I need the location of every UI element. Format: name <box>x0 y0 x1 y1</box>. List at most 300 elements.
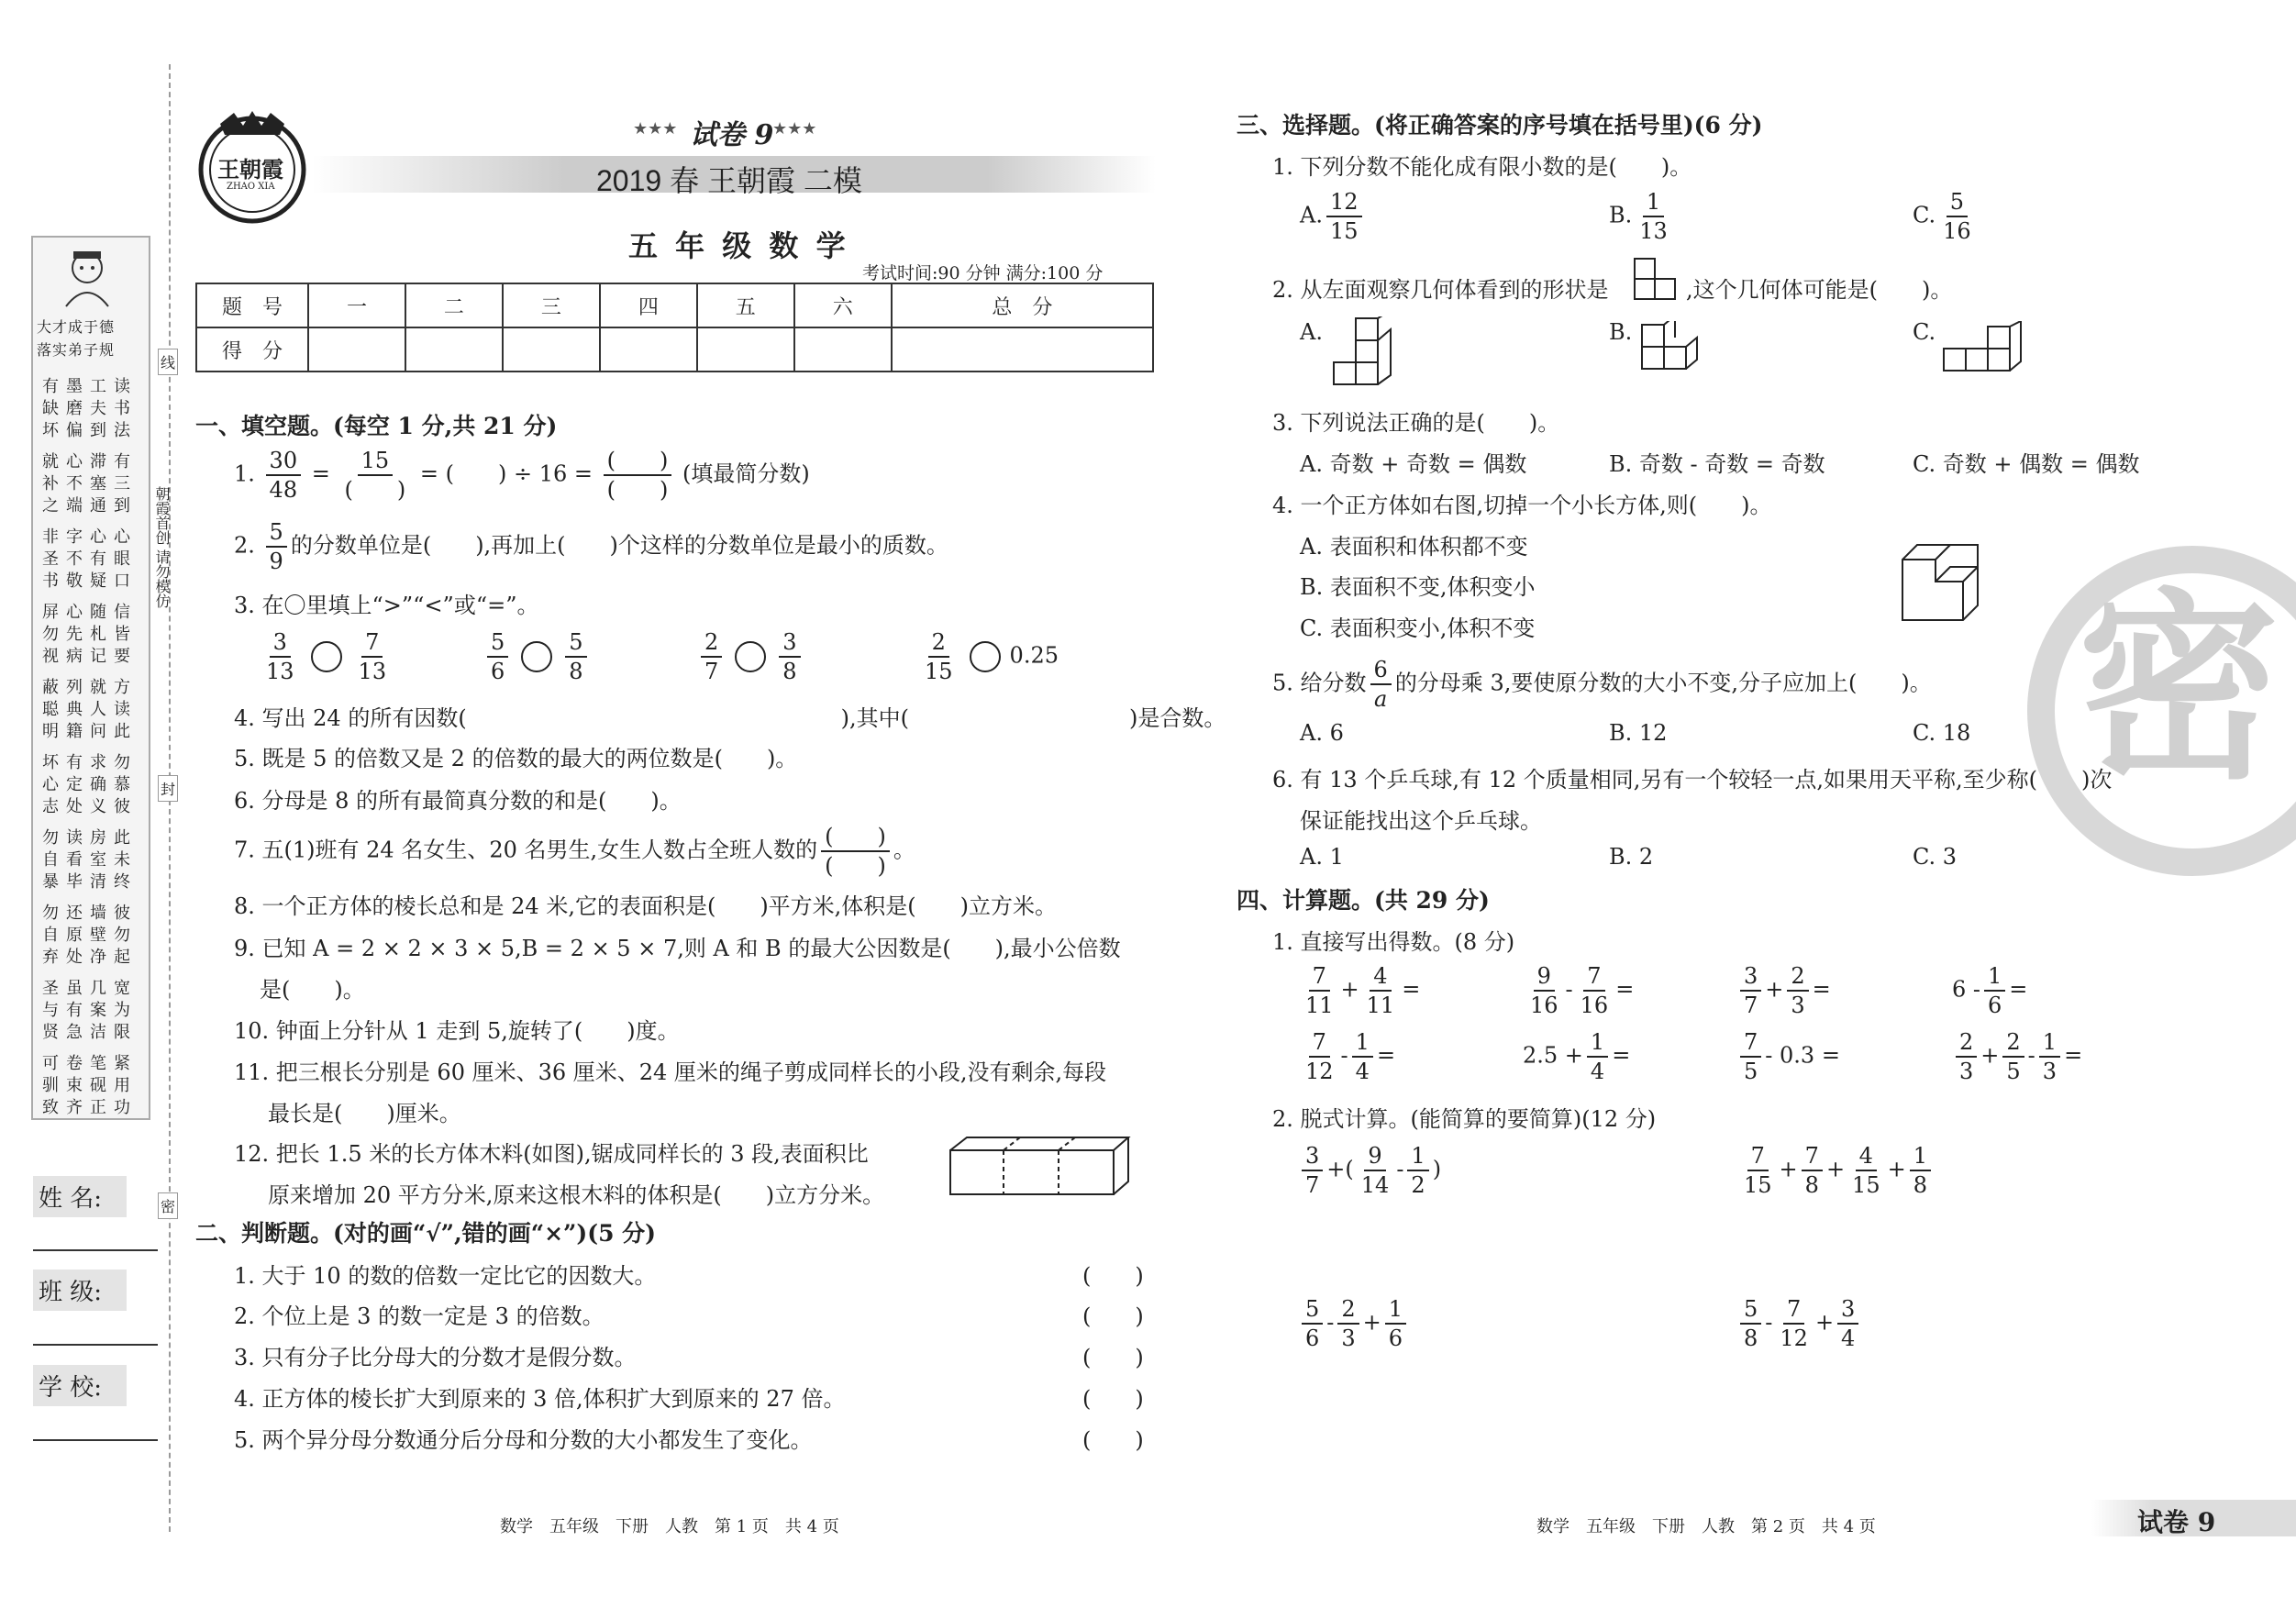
verse-row <box>42 699 143 721</box>
score-col-1: 一 <box>308 283 405 327</box>
denominator: 8 <box>782 659 797 684</box>
verse-char: 确 <box>90 775 106 794</box>
answer-blank[interactable]: ( ) <box>825 853 886 879</box>
verse-char: 正 <box>90 1098 106 1117</box>
s3-q3-opt-a[interactable]: A. 奇数 + 奇数 = 偶数 <box>1300 451 1527 477</box>
verse-row <box>42 827 143 849</box>
numerator: 1 <box>1352 1031 1373 1058</box>
s3-q5 <box>1272 659 1932 710</box>
verse-char: 有 <box>90 549 106 569</box>
denominator: 16 <box>1580 993 1609 1018</box>
verse-row <box>42 1022 143 1044</box>
math-token: = <box>1812 976 1831 1003</box>
verse-char: 缺 <box>42 399 59 418</box>
compare-circle[interactable] <box>521 641 552 672</box>
verse-char: 磨 <box>66 399 83 418</box>
verse-char: 有 <box>42 377 59 396</box>
answer-blank[interactable]: ( ) <box>344 477 406 503</box>
s3-q2-opt-c[interactable]: C. <box>1913 319 1936 345</box>
compare-circle[interactable] <box>735 641 766 672</box>
fraction <box>1776 1298 1812 1349</box>
fraction <box>266 521 287 572</box>
denominator: 8 <box>569 659 583 684</box>
verse-char: 敬 <box>66 571 83 591</box>
s1-q7 <box>234 826 915 877</box>
math-token: - <box>1565 976 1573 1003</box>
numerator: 2 <box>1956 1031 1977 1058</box>
direct-calc-1 <box>1298 965 1420 1016</box>
verse-char: 坏 <box>42 753 59 772</box>
q-text: 的分母乘 3,要使原分数的大小不变,分子应加上( )。 <box>1394 670 1932 696</box>
numerator: 1 <box>1385 1298 1406 1325</box>
s3-q3: 3. 下列说法正确的是( )。 <box>1272 410 1560 436</box>
answer-paren[interactable]: ( ) <box>1082 1303 1144 1329</box>
score-cell[interactable] <box>600 327 697 372</box>
direct-calc-7 <box>1736 1031 1840 1082</box>
verse-char: 紧 <box>114 1054 130 1073</box>
verse-row <box>42 602 143 624</box>
fraction <box>1302 1031 1337 1082</box>
cut-mark-mi: 密 <box>158 1192 178 1219</box>
fraction <box>779 631 800 682</box>
verse-char: 暴 <box>42 872 59 892</box>
s1-q5: 5. 既是 5 的倍数又是 2 的倍数的最大的两位数是( )。 <box>234 746 798 771</box>
verse-char: 墙 <box>90 904 106 923</box>
mascot-icon <box>55 246 119 310</box>
math-token: 2.5 + <box>1523 1042 1583 1069</box>
denominator: 8 <box>1913 1172 1927 1198</box>
math-token: + <box>1340 976 1359 1003</box>
subject-title: 五 年 级 数 学 <box>628 228 849 263</box>
score-cell[interactable] <box>405 327 503 372</box>
fraction <box>1526 965 1562 1016</box>
s3-q2-text1: 2. 从左面观察几何体看到的形状是 <box>1272 277 1609 303</box>
verse-char: 工 <box>90 377 106 396</box>
s3-q2-opt-a[interactable]: A. <box>1300 319 1323 345</box>
fraction <box>1385 1298 1406 1349</box>
fraction <box>1337 1298 1359 1349</box>
s3-q3-opt-c[interactable]: C. 奇数 + 偶数 = 偶数 <box>1913 451 2140 477</box>
q-text: (填最简分数) <box>682 460 810 487</box>
compare-circle[interactable] <box>311 641 342 672</box>
header-stars-left: ★★★ <box>633 119 678 139</box>
fraction <box>1370 659 1392 710</box>
verse-row <box>42 473 143 495</box>
verse-char: 先 <box>66 625 83 644</box>
verse-char: 明 <box>42 722 59 741</box>
verse-row <box>42 646 143 668</box>
cuboid-figure <box>948 1134 1132 1198</box>
denominator: 6 <box>1388 1325 1403 1351</box>
answer-paren[interactable]: ( ) <box>1082 1427 1144 1453</box>
math-token: 6 - <box>1952 976 1981 1003</box>
exam-info: 考试时间:90 分钟 满分:100 分 <box>862 263 1104 283</box>
class-field[interactable] <box>33 1344 158 1346</box>
solid-figure-b <box>1638 321 1712 380</box>
footer-right: 数学 五年级 下册 人教 第 2 页 共 4 页 <box>1536 1517 1876 1536</box>
verse-char: 未 <box>114 850 130 870</box>
denominator: 7 <box>1305 1172 1320 1198</box>
verse-row <box>42 871 143 893</box>
exam-series: 试卷 9 <box>690 119 774 151</box>
stepwise-calc-3: $\frac{5}{6}$ - $\frac{2}{3}$ + $\frac{1}{6}$ <box>1298 1298 1410 1349</box>
verse-char: 读 <box>66 828 83 848</box>
answer-blank[interactable]: ( ) <box>606 477 669 503</box>
compare-value: 0.25 <box>1009 642 1059 669</box>
verse-char: 与 <box>42 1001 59 1020</box>
direct-calc-8: $\frac{2}{3}$ + $\frac{2}{5}$ - $\frac{1}{3}$ = <box>1952 1031 2082 1082</box>
numerator: 2 <box>2002 1031 2024 1058</box>
s3-q3-opt-b[interactable]: B. 奇数 - 奇数 = 奇数 <box>1609 451 1825 477</box>
fraction <box>266 449 302 501</box>
numerator: 7 <box>1309 1031 1330 1058</box>
verse-char: 疑 <box>90 571 106 591</box>
s1-q6: 6. 分母是 8 的所有最简真分数的和是( )。 <box>234 788 682 814</box>
fraction <box>1787 965 1808 1016</box>
option-letter: C. <box>1913 202 1936 228</box>
s4-sub2: 2. 脱式计算。(能简算的要简算)(12 分) <box>1272 1106 1657 1132</box>
score-col-5: 五 <box>697 283 794 327</box>
numerator: 1 <box>1587 1031 1608 1058</box>
denominator: 16 <box>1943 218 1971 244</box>
s3-q4-opt-c[interactable]: C. 表面积变小,体积不变 <box>1300 616 1536 641</box>
s3-q6-opt-a[interactable]: A. 1 <box>1300 844 1344 870</box>
verse-char: 人 <box>90 700 106 719</box>
denominator: 13 <box>358 659 387 684</box>
verse-char: 房 <box>90 828 106 848</box>
verse-char: 非 <box>42 527 59 547</box>
verse-row <box>42 1000 143 1022</box>
score-cell[interactable] <box>794 327 892 372</box>
verse-char: 三 <box>114 474 130 494</box>
verse-char: 处 <box>66 948 83 967</box>
verse-char: 用 <box>114 1076 130 1095</box>
fraction <box>565 631 586 682</box>
s1-q9-line1: 9. 已知 A = 2 × 2 × 3 × 5,B = 2 × 5 × 7,则 A 和 B 的最大公因数是( ),最小公倍数 <box>234 936 1121 961</box>
verse-char: 心 <box>114 527 130 547</box>
verse-row <box>42 571 143 593</box>
verse-char: 驯 <box>42 1076 59 1095</box>
numerator: 2 <box>1787 965 1808 992</box>
fraction <box>1848 1145 1884 1196</box>
verse-char: 通 <box>90 496 106 516</box>
numerator: 3 <box>1302 1145 1323 1171</box>
score-col-total: 总 分 <box>892 283 1153 327</box>
verse-char: 就 <box>90 678 106 697</box>
fraction <box>1802 1145 1823 1196</box>
verse-char: 就 <box>42 452 59 471</box>
verse-char: 功 <box>114 1098 130 1117</box>
numerator: 9 <box>1364 1145 1385 1171</box>
fraction <box>1939 191 1975 242</box>
numerator: 6 <box>1370 659 1392 685</box>
numerator: 3 <box>270 631 291 658</box>
answer-blank[interactable]: ( ) <box>821 826 890 852</box>
section2-title: 二、判断题。(对的画“√”,错的画“×”)(5 分) <box>195 1220 657 1247</box>
s1-q10: 10. 钟面上分针从 1 走到 5,旋转了( )度。 <box>234 1018 680 1044</box>
s1-q3-pair-2 <box>483 631 591 682</box>
verse-char: 书 <box>114 399 130 418</box>
score-table-score-row <box>196 327 1153 372</box>
verse-row <box>42 721 143 743</box>
fraction <box>262 631 298 682</box>
name-field-label: 姓 名: <box>33 1176 127 1217</box>
watermark-text: 密 <box>2078 569 2280 806</box>
s1-q11-line1: 11. 把三根长分别是 60 厘米、36 厘米、24 厘米的绳子剪成同样长的小段,没有剩余,每段 <box>234 1059 1107 1085</box>
verse-row <box>42 1053 143 1075</box>
q-text: 7. 五(1)班有 24 名女生、20 名男生,女生人数占全班人数的 <box>234 837 818 863</box>
fraction <box>1363 965 1399 1016</box>
s1-q3: 3. 在〇里填上“>”“<”或“=”。 <box>234 593 539 618</box>
denominator: 4 <box>1355 1059 1370 1084</box>
verse-char: 眼 <box>114 549 130 569</box>
sidebar-motto-1: 大才成于德 <box>37 318 116 336</box>
denominator: 3 <box>1791 993 1805 1018</box>
solid-figure-c <box>1940 321 2032 380</box>
s1-q9-line2: 是( )。 <box>260 977 365 1003</box>
verse-char: 到 <box>114 496 130 516</box>
exam-title: 2019 春 王朝霞 二模 <box>596 164 862 197</box>
verse-char: 夫 <box>90 399 106 418</box>
q-text: = ( ) ÷ 16 = <box>419 460 593 487</box>
denominator: 13 <box>266 659 294 684</box>
verse-char: 不 <box>66 549 83 569</box>
cut-cube-figure <box>1899 541 1991 627</box>
numerator: 7 <box>1583 965 1604 992</box>
denominator: 3 <box>1959 1059 1974 1084</box>
verse-row <box>42 796 143 818</box>
math-token: = <box>2064 1042 2083 1069</box>
numerator: 3 <box>1837 1298 1858 1325</box>
verse-char: 为 <box>114 1001 130 1020</box>
verse-char: 齐 <box>66 1098 83 1117</box>
numerator: 7 <box>1802 1145 1823 1171</box>
verse-char: 定 <box>66 775 83 794</box>
denominator: 8 <box>1744 1325 1758 1351</box>
verse-char: 贤 <box>42 1023 59 1042</box>
verse-char: 问 <box>90 722 106 741</box>
verse-char: 求 <box>90 753 106 772</box>
s3-q1-opt-b[interactable] <box>1609 191 1675 242</box>
s3-q6-opt-c[interactable]: C. 3 <box>1913 844 1958 870</box>
score-cell[interactable] <box>892 327 1153 372</box>
s1-q1 <box>234 449 810 501</box>
math-token: = <box>1615 976 1635 1003</box>
verse-char: 勿 <box>42 625 59 644</box>
brand-logo-latin: ZHAO XIA <box>227 182 275 192</box>
score-col-2: 二 <box>405 283 503 327</box>
verse-char: 之 <box>42 496 59 516</box>
fraction <box>2002 1031 2024 1082</box>
denominator: 6 <box>491 659 505 684</box>
school-field[interactable] <box>33 1439 158 1441</box>
verse-char: 籍 <box>66 722 83 741</box>
denominator: 6 <box>1988 993 2002 1018</box>
math-token: - <box>1340 1042 1348 1069</box>
fraction <box>1352 1031 1373 1082</box>
numerator: 1 <box>1910 1145 1931 1171</box>
numerator: 15 <box>358 449 394 476</box>
verse-char: 随 <box>90 603 106 622</box>
fraction <box>1358 1145 1393 1196</box>
s3-q5-opt-c[interactable]: C. 18 <box>1913 720 1971 746</box>
verse-char: 病 <box>66 647 83 666</box>
verse-char: 勿 <box>114 926 130 945</box>
math-token: + <box>1765 976 1784 1003</box>
s2-item-3: 3. 只有分子比分母大的分数才是假分数。 <box>234 1345 637 1370</box>
class-field-label: 班 级: <box>33 1270 127 1311</box>
compare-circle[interactable] <box>970 641 1001 672</box>
side-view-figure <box>1633 257 1679 303</box>
numerator: 7 <box>1309 965 1330 992</box>
answer-paren[interactable]: ( ) <box>1082 1345 1144 1370</box>
brand-logo-text: 王朝霞 <box>217 156 283 183</box>
denominator: 2 <box>1411 1172 1425 1198</box>
verse-char: 壁 <box>90 926 106 945</box>
verse-char: 还 <box>66 904 83 923</box>
numerator: 1 <box>1407 1145 1428 1171</box>
fraction <box>1740 965 1761 1016</box>
verse-row <box>42 495 143 517</box>
verse-char: 义 <box>90 797 106 816</box>
verse-char: 圣 <box>42 979 59 998</box>
numerator: 5 <box>1740 1298 1761 1325</box>
direct-calc-2 <box>1523 965 1634 1016</box>
fraction <box>1740 1298 1761 1349</box>
s3-q4-opt-a[interactable]: A. 表面积和体积都不变 <box>1300 534 1528 560</box>
fraction <box>1302 1298 1323 1349</box>
verse-char: 字 <box>66 527 83 547</box>
fraction <box>604 449 672 501</box>
s3-q6-line2: 保证能找出这个乒乓球。 <box>1300 808 1542 834</box>
verse-char: 自 <box>42 926 59 945</box>
denominator: 13 <box>1639 218 1668 244</box>
numerator: 5 <box>565 631 586 658</box>
fraction <box>1407 1145 1428 1196</box>
answer-blank[interactable]: ( ) <box>604 449 672 476</box>
fraction <box>487 631 508 682</box>
numerator: 7 <box>361 631 383 658</box>
verse-char: 到 <box>90 421 106 440</box>
numerator: 5 <box>487 631 508 658</box>
verse-row <box>42 849 143 871</box>
verse-char: 读 <box>114 377 130 396</box>
verse-char: 此 <box>114 722 130 741</box>
verse-char: 自 <box>42 850 59 870</box>
direct-calc-6 <box>1523 1031 1630 1082</box>
verse-char: 看 <box>66 850 83 870</box>
verse-char: 心 <box>66 603 83 622</box>
verse-row <box>42 376 143 398</box>
footer-left: 数学 五年级 下册 人教 第 1 页 共 4 页 <box>500 1517 839 1536</box>
s3-q5-opt-b[interactable]: B. 12 <box>1609 720 1668 746</box>
verse-row <box>42 978 143 1000</box>
s3-q6-opt-b[interactable]: B. 2 <box>1609 844 1654 870</box>
verse-char: 慕 <box>114 775 130 794</box>
s3-q1-opt-c[interactable] <box>1913 191 1979 242</box>
verse-char: 法 <box>114 421 130 440</box>
verse-row <box>42 451 143 473</box>
verse-char: 札 <box>90 625 106 644</box>
s4-sub1: 1. 直接写出得数。(8 分) <box>1272 929 1515 955</box>
verse-char: 处 <box>66 797 83 816</box>
verse-char: 致 <box>42 1098 59 1117</box>
verse-char: 口 <box>114 571 130 591</box>
verse-char: 圣 <box>42 549 59 569</box>
q-num: 1. <box>234 460 255 487</box>
numerator: 2 <box>701 631 722 658</box>
s1-q12-line2: 原来增加 20 平方分米,原来这根木料的体积是( )立方分米。 <box>268 1182 885 1208</box>
verse-char: 心 <box>66 452 83 471</box>
stepwise-calc-1: $\frac{3}{7}$ +( $\frac{9}{14}$ - $\frac{1}{2}$ ) <box>1298 1145 1441 1196</box>
footer-tag: 试卷 9 <box>2137 1507 2216 1537</box>
verse-char: 案 <box>90 1001 106 1020</box>
fraction <box>2039 1031 2060 1082</box>
s3-q2-opt-b[interactable]: B. <box>1609 319 1633 345</box>
s3-q5-opt-a[interactable]: A. 6 <box>1300 720 1344 746</box>
answer-paren[interactable]: ( ) <box>1082 1263 1144 1289</box>
verse-char: 志 <box>42 797 59 816</box>
name-field[interactable] <box>33 1249 158 1251</box>
header-stars-right: ★★★ <box>772 119 817 139</box>
verse-char: 起 <box>114 948 130 967</box>
score-table-header-row <box>196 283 1153 327</box>
answer-paren[interactable]: ( ) <box>1082 1386 1144 1412</box>
numerator: 5 <box>1947 191 1968 217</box>
verse-char: 宽 <box>114 979 130 998</box>
fraction <box>1956 1031 1977 1082</box>
s3-q1-opt-a[interactable] <box>1300 191 1366 242</box>
s3-q4: 4. 一个正方体如右图,切掉一个小长方体,则( )。 <box>1272 493 1772 518</box>
numerator: 3 <box>779 631 800 658</box>
numerator: 2 <box>1337 1298 1359 1325</box>
s1-q12-line1: 12. 把长 1.5 米的长方体木料(如图),锯成同样长的 3 段,表面积比 <box>234 1141 869 1167</box>
score-cell[interactable] <box>697 327 794 372</box>
s1-q11-line2: 最长是( )厘米。 <box>268 1101 461 1126</box>
denominator: 5 <box>2006 1059 2021 1084</box>
fraction <box>1636 191 1671 242</box>
score-row-label: 得 分 <box>196 327 308 372</box>
verse-char: 读 <box>114 700 130 719</box>
fraction <box>1577 965 1613 1016</box>
denominator: 11 <box>1366 993 1395 1018</box>
verse-char: 典 <box>66 700 83 719</box>
verse-char: 心 <box>42 775 59 794</box>
verse-row <box>42 527 143 549</box>
verse-char: 彼 <box>114 797 130 816</box>
direct-calc-3 <box>1736 965 1831 1016</box>
denominator: 11 <box>1305 993 1334 1018</box>
option-letter: B. <box>1609 202 1633 228</box>
denominator: 15 <box>1329 218 1359 244</box>
verse-char: 书 <box>42 571 59 591</box>
verse-char: 限 <box>114 1023 130 1042</box>
s1-q4: 4. 写出 24 的所有因数( ),其中( )是合数。 <box>234 705 1226 731</box>
verse-row <box>42 1075 143 1097</box>
denominator: 12 <box>1780 1325 1808 1351</box>
score-cell[interactable] <box>503 327 600 372</box>
numerator: 4 <box>1856 1145 1877 1171</box>
verse-char: 净 <box>90 948 106 967</box>
fraction <box>340 449 409 501</box>
cut-mark-xian: 线 <box>158 349 178 375</box>
s3-q4-opt-b[interactable]: B. 表面积不变,体积变小 <box>1300 574 1536 600</box>
verse-row <box>42 752 143 774</box>
verse-char: 勿 <box>114 753 130 772</box>
denominator: 4 <box>1841 1325 1856 1351</box>
score-cell[interactable] <box>308 327 405 372</box>
numerator: 2 <box>928 631 949 658</box>
